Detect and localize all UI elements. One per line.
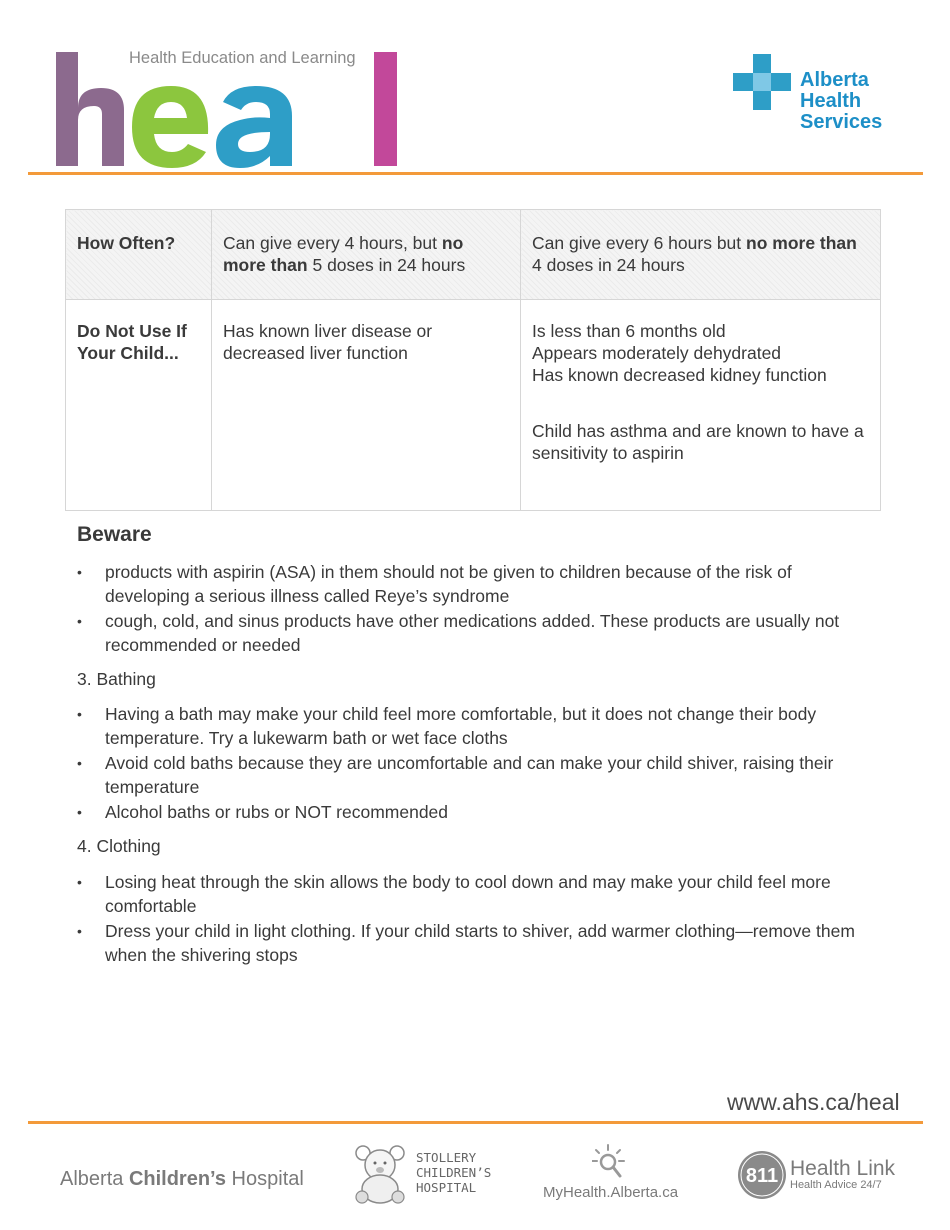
bathing-list <box>77 702 877 825</box>
table-row <box>66 300 881 511</box>
header-divider <box>28 172 923 175</box>
contraindication-cell <box>521 300 881 511</box>
ahs-cross-icon <box>733 54 791 110</box>
health-link-title: Health Link <box>790 1157 896 1180</box>
myhealth-wordmark: MyHealth.Alberta.ca <box>543 1184 679 1201</box>
row-label: Do Not Use If Your Child... <box>66 300 212 511</box>
heal-tagline: Health Education and Learning <box>129 49 356 67</box>
ach-right: Hospital <box>226 1168 304 1190</box>
ach-left: Alberta <box>60 1168 129 1190</box>
ahs-wordmark: Alberta Health Services <box>800 69 883 133</box>
footer-divider <box>28 1121 923 1124</box>
clothing-heading: 4. Clothing <box>77 836 161 856</box>
cell-line: Is less than 6 months old <box>532 321 726 341</box>
stollery-wordmark <box>416 1150 491 1195</box>
footer-url[interactable]: www.ahs.ca/heal <box>727 1089 900 1115</box>
table-row <box>66 210 881 300</box>
heal-logo <box>56 48 401 170</box>
list-item: • products with aspirin (ASA) in them should not be given to children because of the risk of developing a serious illness called Reye’s syndrome <box>77 560 877 608</box>
cell-line: Appears moderately dehydrated <box>532 343 782 363</box>
clothing-list <box>77 870 877 968</box>
stollery-line: STOLLERY <box>416 1150 477 1165</box>
stollery-line: HOSPITAL <box>416 1180 477 1195</box>
healthlink-number: 811 <box>745 1165 779 1187</box>
dose-cell <box>521 210 881 300</box>
cell-text: 4 doses in 24 hours <box>532 255 685 275</box>
list-item: • Avoid cold baths because they are uncomfortable and can make your child shiver, raising their temperature <box>77 751 877 799</box>
list-item: • Dress your child in light clothing. If your child starts to shiver, add warmer clothing—remove them when the shivering stops <box>77 919 877 967</box>
beware-list <box>77 560 877 658</box>
health-link-subtitle: Health Advice 24/7 <box>790 1179 882 1191</box>
beware-heading: Beware <box>77 523 152 546</box>
alberta-childrens-hospital-logo <box>60 1168 304 1191</box>
list-item: • Alcohol baths or rubs or NOT recommended <box>77 800 877 824</box>
emphasis-text: no more than <box>223 233 464 275</box>
row-label: How Often? <box>66 210 212 300</box>
ach-bold: Children’s <box>128 1168 226 1190</box>
dosage-table <box>65 209 881 511</box>
contraindication-cell <box>212 300 521 511</box>
cell-text: Can give every 4 hours, but <box>223 233 442 253</box>
list-item: • Losing heat through the skin allows the body to cool down and may make your child feel more comfortable <box>77 870 877 918</box>
cell-text: 5 doses in 24 hours <box>307 255 466 275</box>
list-item: • Having a bath may make your child feel more comfortable, but it does not change their body temperature. Try a lukewarm bath or wet face cloths <box>77 702 877 750</box>
dose-cell <box>212 210 521 300</box>
cell-line: Child has asthma and are known to have a sensitivity to aspirin <box>532 421 864 463</box>
bathing-heading: 3. Bathing <box>77 669 156 689</box>
list-item: • cough, cold, and sinus products have other medications added. These products are usually not recommended or needed <box>77 609 877 657</box>
health-link-811-icon <box>737 1150 787 1200</box>
emphasis-text: no more than <box>746 233 857 253</box>
teddy-bear-icon <box>350 1143 412 1205</box>
cell-text: Can give every 6 hours but <box>532 233 747 253</box>
sun-magnifier-icon <box>592 1144 628 1184</box>
stollery-line: CHILDREN’S <box>416 1165 492 1180</box>
cell-line: Has known liver disease or decreased liver function <box>223 321 433 363</box>
cell-line: Has known decreased kidney function <box>532 365 827 385</box>
